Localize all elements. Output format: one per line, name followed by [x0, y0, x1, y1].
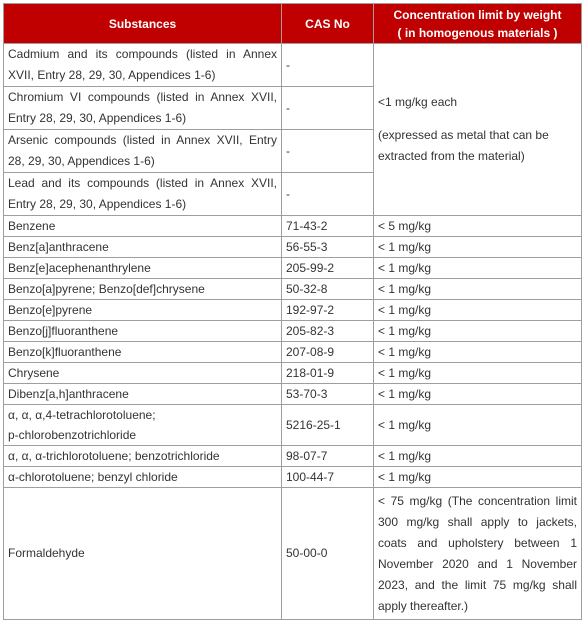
table-row — [4, 321, 582, 342]
header-limit-line1: Concentration limit by weight — [393, 7, 562, 22]
metal-limit-cell — [374, 44, 582, 216]
table-row — [4, 216, 582, 237]
substance-cell: Benz[e]acephenanthrylene — [4, 258, 282, 279]
limit-cell: < 5 mg/kg — [374, 216, 582, 237]
cas-cell: - — [282, 87, 374, 130]
substance-cell: Chrysene — [4, 363, 282, 384]
substance-cell: Benzene — [4, 216, 282, 237]
limit-cell: < 1 mg/kg — [374, 384, 582, 405]
metal-limit-line1: <1 mg/kg each — [378, 95, 458, 109]
substance-cell: Arsenic compounds (listed in Annex XVII, Entry 28, 29, 30, Appendices 1-6) — [4, 130, 282, 173]
substance-cell: α-chlorotoluene; benzyl chloride — [4, 467, 282, 488]
cas-cell: 100-44-7 — [282, 467, 374, 488]
table-row — [4, 258, 582, 279]
cas-cell: 56-55-3 — [282, 237, 374, 258]
substance-cell: α, α, α-trichlorotoluene; benzotrichloride — [4, 446, 282, 467]
header-limit-line2: ( in homogenous materials ) — [397, 25, 558, 40]
table-row — [4, 300, 582, 321]
limit-cell: < 1 mg/kg — [374, 258, 582, 279]
substance-cell: Benzo[e]pyrene — [4, 300, 282, 321]
table-row — [4, 279, 582, 300]
substance-cell: Benzo[j]fluoranthene — [4, 321, 282, 342]
substance-cell: Lead and its compounds (listed in Annex XVII, Entry 28, 29, 30, Appendices 1-6) — [4, 173, 282, 216]
header-row — [4, 4, 582, 44]
metal-limit-line2: (expressed as metal that can be extracted from the material) — [378, 128, 549, 163]
table-row — [4, 342, 582, 363]
limit-cell: < 1 mg/kg — [374, 342, 582, 363]
limit-cell: < 1 mg/kg — [374, 300, 582, 321]
substance-cell — [4, 405, 282, 446]
substance-cell: Chromium VI compounds (listed in Annex XVII, Entry 28, 29, 30, Appendices 1-6) — [4, 87, 282, 130]
cas-cell: - — [282, 173, 374, 216]
limit-cell: < 1 mg/kg — [374, 363, 582, 384]
limit-cell: < 1 mg/kg — [374, 321, 582, 342]
table-row — [4, 488, 582, 620]
limit-cell: < 1 mg/kg — [374, 405, 582, 446]
substance-line1: α, α, α,4-tetrachlorotoluene; — [8, 408, 156, 422]
table-row — [4, 467, 582, 488]
limit-cell: < 1 mg/kg — [374, 467, 582, 488]
substance-cell: Formaldehyde — [4, 488, 282, 620]
limit-cell: < 1 mg/kg — [374, 237, 582, 258]
cas-cell: 5216-25-1 — [282, 405, 374, 446]
substances-table — [3, 3, 582, 620]
table-row — [4, 44, 582, 87]
cas-cell: 98-07-7 — [282, 446, 374, 467]
cas-cell: - — [282, 44, 374, 87]
substance-cell: Benz[a]anthracene — [4, 237, 282, 258]
table-row — [4, 363, 582, 384]
header-cas-no: CAS No — [282, 4, 374, 44]
cas-cell: 218-01-9 — [282, 363, 374, 384]
substance-cell: Benzo[k]fluoranthene — [4, 342, 282, 363]
table-row — [4, 446, 582, 467]
cas-cell: 53-70-3 — [282, 384, 374, 405]
limit-cell: < 1 mg/kg — [374, 279, 582, 300]
substance-cell: Benzo[a]pyrene; Benzo[def]chrysene — [4, 279, 282, 300]
cas-cell: 50-00-0 — [282, 488, 374, 620]
substance-cell: Cadmium and its compounds (listed in Annex XVII, Entry 28, 29, 30, Appendices 1-6) — [4, 44, 282, 87]
header-substances: Substances — [4, 4, 282, 44]
cas-cell: 205-82-3 — [282, 321, 374, 342]
cas-cell: 205-99-2 — [282, 258, 374, 279]
cas-cell: 71-43-2 — [282, 216, 374, 237]
cas-cell: 50-32-8 — [282, 279, 374, 300]
substance-cell: Dibenz[a,h]anthracene — [4, 384, 282, 405]
table-row — [4, 384, 582, 405]
table-row — [4, 405, 582, 446]
header-concentration-limit — [374, 4, 582, 44]
substance-line2: p-chlorobenzotrichloride — [8, 428, 137, 442]
cas-cell: - — [282, 130, 374, 173]
limit-cell: < 1 mg/kg — [374, 446, 582, 467]
table-row — [4, 237, 582, 258]
limit-cell: < 75 mg/kg (The concentration limit 300 mg/kg shall apply to jackets, coats and upholstery between 1 November 2020 and 1 November 2023, and the limit 75 mg/kg shall apply thereafter.) — [374, 488, 582, 620]
cas-cell: 192-97-2 — [282, 300, 374, 321]
cas-cell: 207-08-9 — [282, 342, 374, 363]
